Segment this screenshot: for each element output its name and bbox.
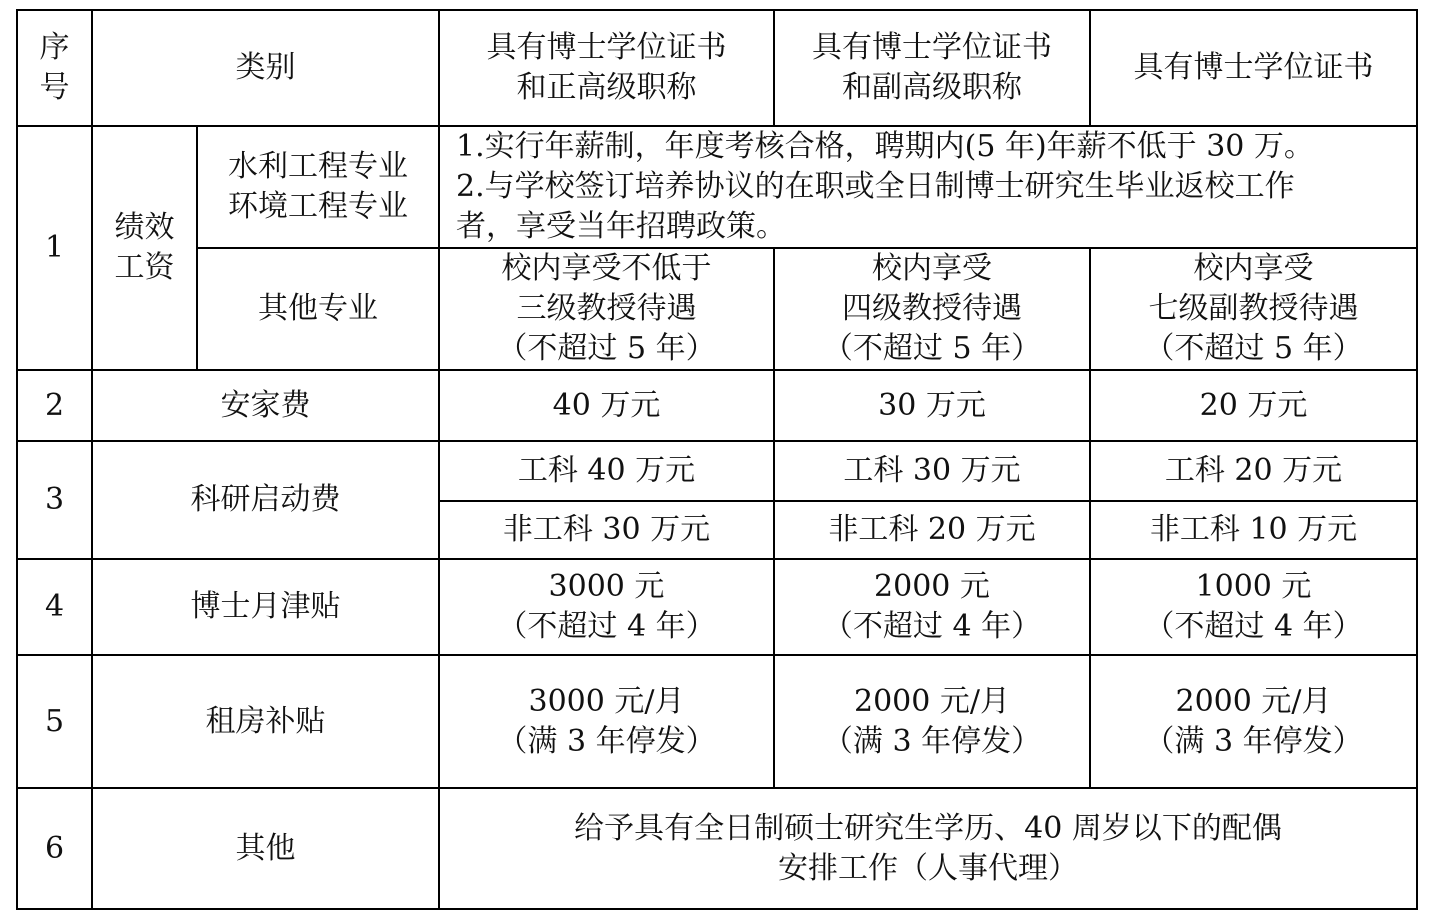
row1-sub1-line: 环境工程专业 xyxy=(228,189,408,224)
row4-col3 xyxy=(1090,559,1417,655)
row2-col1: 40 万元 xyxy=(439,370,774,441)
row5-col2 xyxy=(774,655,1090,788)
row3-noneng-col1: 非工科 30 万元 xyxy=(439,501,774,559)
header-col2-line: 具有博士学位证书 xyxy=(812,30,1052,65)
header-category: 类别 xyxy=(92,10,439,126)
header-col1-line: 和正高级职称 xyxy=(516,70,697,105)
row4-col1 xyxy=(439,559,774,655)
table-row-4 xyxy=(17,559,1417,655)
row1-group-line: 绩效 xyxy=(114,210,175,245)
table-row-3a xyxy=(17,441,1417,501)
row5-col1 xyxy=(439,655,774,788)
cell-line: （不超过 4 年） xyxy=(497,609,716,644)
table-row-2 xyxy=(17,370,1417,441)
cell-line: 四级教授待遇 xyxy=(842,291,1022,326)
row6-text xyxy=(439,788,1417,909)
cell-line: （满 3 年停发） xyxy=(1144,723,1363,759)
header-col2 xyxy=(774,10,1090,126)
row1-group-line: 工资 xyxy=(114,250,175,285)
benefits-table xyxy=(16,9,1418,910)
cell-line: （不超过 5 年） xyxy=(497,331,716,366)
cell-line: 校内享受 xyxy=(1193,251,1314,286)
cell-line: 2000 元/月 xyxy=(1175,683,1332,719)
header-seq-line: 号 xyxy=(39,70,70,105)
cell-line: （不超过 4 年） xyxy=(822,609,1042,644)
row1-sub1-line: 水利工程专业 xyxy=(228,149,408,184)
row3-label: 科研启动费 xyxy=(92,441,439,559)
cell-line: 三级教授待遇 xyxy=(516,291,697,326)
row1-sub2-col1 xyxy=(439,248,774,370)
row1-seq: 1 xyxy=(17,126,92,370)
cell-line: 给予具有全日制硕士研究生学历、40 周岁以下的配偶 xyxy=(574,810,1282,846)
cell-line: 3000 元/月 xyxy=(528,683,685,719)
row1-sub1-text-line: 2.与学校签订培养协议的在职或全日制博士研究生毕业返校工作 xyxy=(456,169,1295,204)
cell-line: 校内享受 xyxy=(872,251,992,286)
row2-col3: 20 万元 xyxy=(1090,370,1417,441)
row1-group xyxy=(92,126,197,370)
row1-sub2-col3 xyxy=(1090,248,1417,370)
row6-label: 其他 xyxy=(92,788,439,909)
row5-seq: 5 xyxy=(17,655,92,788)
cell-line: 2000 元 xyxy=(874,569,990,604)
row1-sub1-text-line: 1.实行年薪制，年度考核合格，聘期内(5 年)年薪不低于 30 万。 xyxy=(456,129,1314,164)
row1-sub1-label xyxy=(197,126,439,248)
row2-seq: 2 xyxy=(17,370,92,441)
cell-line: （不超过 4 年） xyxy=(1144,609,1363,644)
row4-col2 xyxy=(774,559,1090,655)
row2-label: 安家费 xyxy=(92,370,439,441)
header-col3: 具有博士学位证书 xyxy=(1090,10,1417,126)
header-row xyxy=(17,10,1417,126)
row4-seq: 4 xyxy=(17,559,92,655)
cell-line: 1000 元 xyxy=(1195,569,1312,604)
table-row-1b xyxy=(17,248,1417,370)
cell-line: 3000 元 xyxy=(548,569,665,604)
header-seq-line: 序 xyxy=(39,30,70,65)
row3-seq: 3 xyxy=(17,441,92,559)
row3-noneng-col2: 非工科 20 万元 xyxy=(774,501,1090,559)
row3-eng-col1: 工科 40 万元 xyxy=(439,441,774,501)
row6-seq: 6 xyxy=(17,788,92,909)
table-row-1a xyxy=(17,126,1417,248)
row5-label: 租房补贴 xyxy=(92,655,439,788)
row3-noneng-col3: 非工科 10 万元 xyxy=(1090,501,1417,559)
row2-col2: 30 万元 xyxy=(774,370,1090,441)
cell-line: 2000 元/月 xyxy=(854,683,1010,719)
row4-label: 博士月津贴 xyxy=(92,559,439,655)
header-col1 xyxy=(439,10,774,126)
benefits-table-sheet xyxy=(16,9,1416,908)
table-row-5 xyxy=(17,655,1417,788)
cell-line: （不超过 5 年） xyxy=(1144,331,1363,366)
cell-line: 校内享受不低于 xyxy=(501,251,712,286)
row1-sub2-label: 其他专业 xyxy=(197,248,439,370)
cell-line: （满 3 年停发） xyxy=(822,723,1042,759)
row1-sub2-col2 xyxy=(774,248,1090,370)
table-row-6 xyxy=(17,788,1417,909)
cell-line: 安排工作（人事代理） xyxy=(778,850,1078,886)
row3-eng-col2: 工科 30 万元 xyxy=(774,441,1090,501)
row5-col3 xyxy=(1090,655,1417,788)
cell-line: （满 3 年停发） xyxy=(497,723,716,759)
header-col2-line: 和副高级职称 xyxy=(842,70,1022,105)
row3-eng-col3: 工科 20 万元 xyxy=(1090,441,1417,501)
header-seq xyxy=(17,10,92,126)
row1-sub1-text-line: 者，享受当年招聘政策。 xyxy=(456,209,786,244)
header-col1-line: 具有博士学位证书 xyxy=(486,30,727,65)
row1-sub1-text xyxy=(439,126,1417,248)
cell-line: （不超过 5 年） xyxy=(822,331,1042,366)
cell-line: 七级副教授待遇 xyxy=(1148,291,1359,326)
